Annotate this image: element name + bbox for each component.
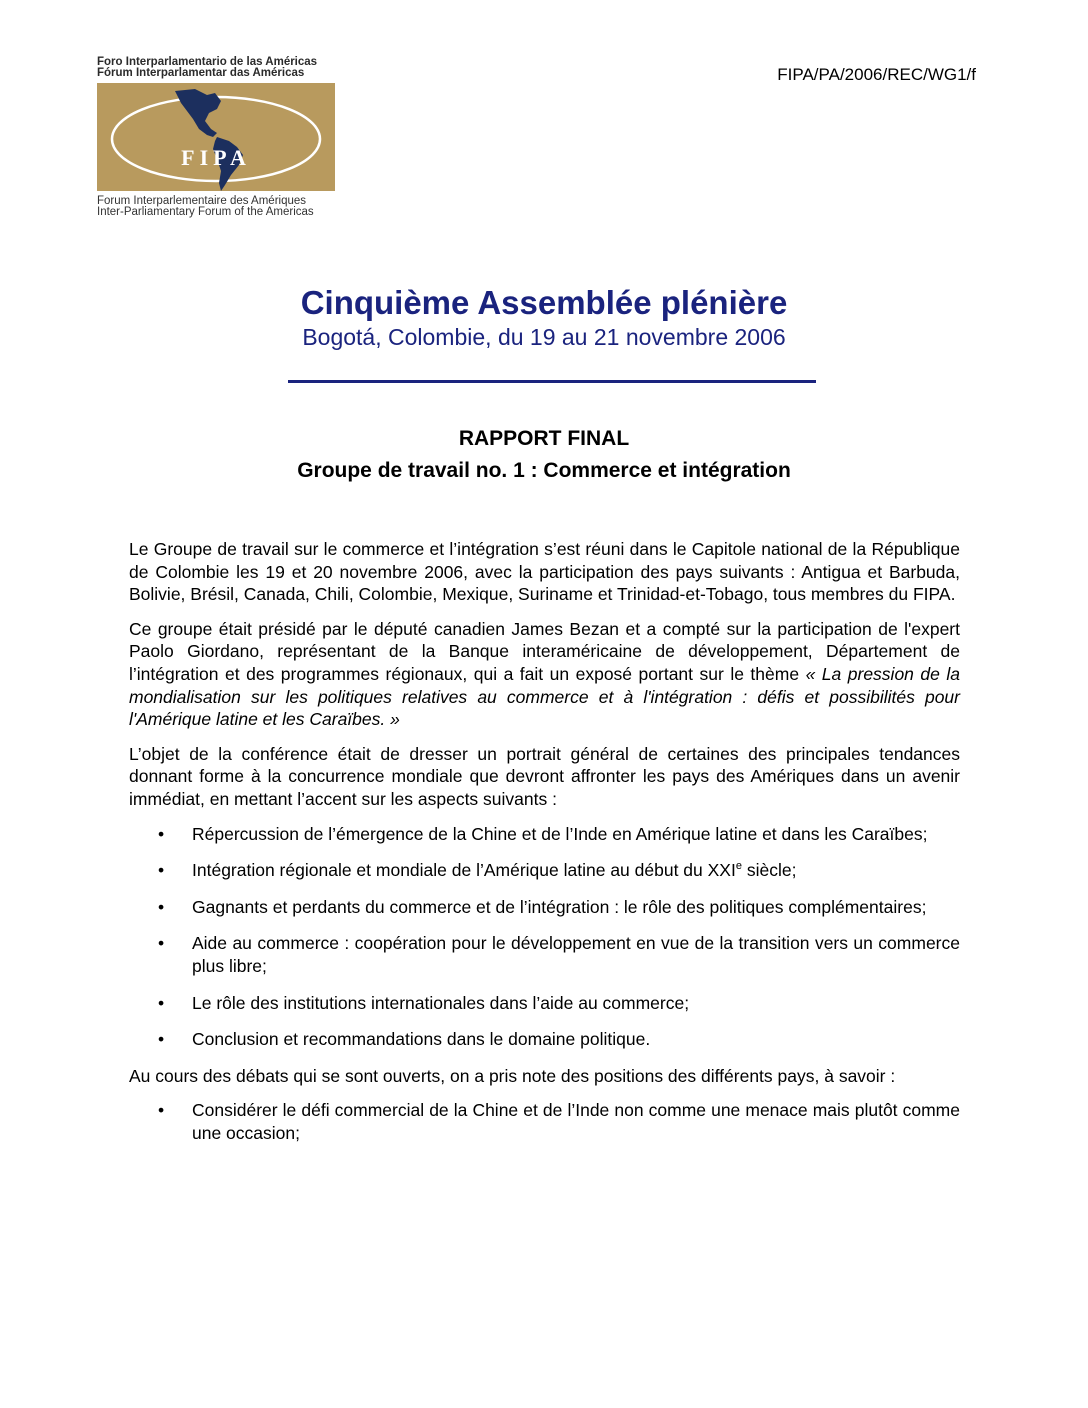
- title-divider: [288, 380, 816, 383]
- logo-emblem: [97, 83, 335, 191]
- bullet-icon: •: [158, 992, 165, 1013]
- bullet-icon: •: [158, 1100, 165, 1121]
- list-item: • Conclusion et recommandations dans le domaine politique.: [158, 1029, 651, 1050]
- logo-caption-pt: Fórum Interparlamentar das Américas: [97, 67, 305, 79]
- assembly-subtitle: Bogotá, Colombie, du 19 au 21 novembre 2006: [302, 324, 786, 350]
- logo-fipa-text: FIPA: [181, 145, 251, 170]
- list-item: • Considérer le défi commercial de la Chine et de l’Inde non comme une menace mais plutôt comme une occasion;: [158, 1100, 960, 1143]
- report-heading: [0, 423, 1088, 487]
- logo-caption-es: Foro Interparlamentario de las Américas: [97, 56, 318, 68]
- bullet-icon: •: [158, 1029, 165, 1050]
- paragraph-3: L’objet de la conférence était de dresser un portrait général de certaines des principales tendances donnant forme à la concurrence mondiale que devront affronter les pays des Amériques dans un avenir immédiat, en mettant l’accent sur les aspects suivants :: [129, 743, 960, 809]
- fipa-logo: [97, 57, 337, 218]
- assembly-title: Cinquième Assemblée plénière: [300, 284, 788, 321]
- logo-caption-en: Inter-Parliamentary Forum of the Americas: [97, 206, 314, 218]
- paragraph-2: [129, 618, 960, 731]
- list-item: • Le rôle des institutions internationales dans l’aide au commerce;: [158, 992, 690, 1013]
- title-block: [0, 283, 1088, 351]
- americas-map-icon: [97, 83, 335, 191]
- country-positions-list: [129, 1099, 960, 1144]
- working-group-title: Groupe de travail no. 1 : Commerce et intégration: [297, 459, 791, 482]
- paragraph-1: Le Groupe de travail sur le commerce et l’intégration s’est réuni dans le Capitole national de la République de Colombie les 19 et 20 novembre 2006, avec la participation des pays suivants : Antigua et Barbuda, Bolivie, Brésil, Canada, Chili, Colombie, Mexique, Suriname et Trinidad-et-Tobago, tous membres du FIPA.: [129, 539, 960, 605]
- bullet-icon: •: [158, 896, 165, 917]
- logo-caption-fr: Forum Interparlementaire des Amériques: [97, 195, 307, 207]
- paragraph-2-theme: « La pression de la mondialisation sur les politiques relatives au commerce et à l'intégration : défis et possibilités pour l'Amérique latine et les Caraïbes. »: [129, 663, 960, 730]
- document-reference: FIPA/PA/2006/REC/WG1/f: [777, 65, 976, 84]
- conference-topics-list: [129, 823, 960, 1051]
- list-item: • Répercussion de l’émergence de la Chine et de l’Inde en Amérique latine et dans les Caraïbes;: [158, 823, 928, 844]
- bullet-icon: •: [158, 823, 165, 844]
- list-item: • Gagnants et perdants du commerce et de l’intégration : le rôle des politiques complémentaires;: [158, 896, 927, 917]
- report-title: RAPPORT FINAL: [458, 427, 630, 450]
- report-body: [129, 538, 960, 1158]
- paragraph-2-text: Ce groupe était présidé par le député canadien James Bezan et a compté sur la participation de l'expert Paolo Giordano, représentant de la Banque interaméricaine de développement, Département de l’intégration et des programmes régionaux, qui a fait un exposé portant sur le thème: [129, 618, 960, 684]
- bullet-icon: •: [158, 860, 165, 881]
- list-item: • Intégration régionale et mondiale de l’Amérique latine au début du XXIe siècle;: [158, 860, 797, 881]
- list-item: • Aide au commerce : coopération pour le développement en vue de la transition vers un commerce plus libre;: [158, 933, 960, 976]
- paragraph-4: Au cours des débats qui se sont ouverts, on a pris note des positions des différents pays, à savoir :: [129, 1065, 896, 1086]
- bullet-icon: •: [158, 933, 165, 954]
